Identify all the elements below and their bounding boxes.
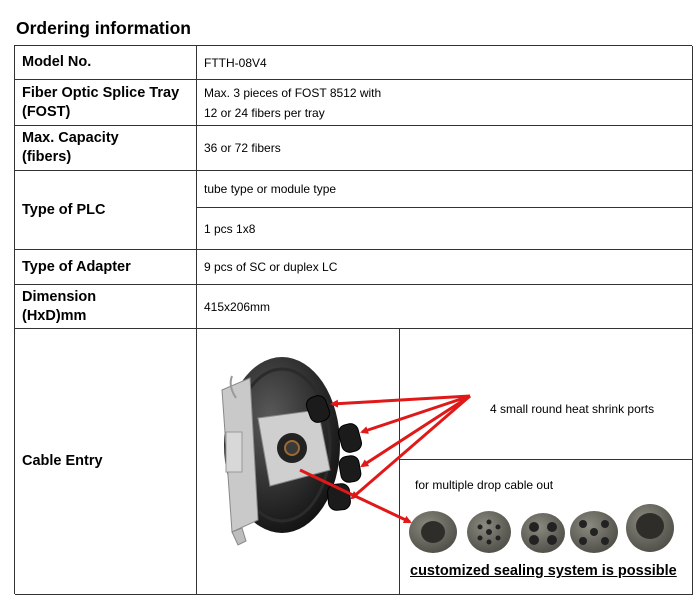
bracket-plate	[226, 432, 242, 472]
plc-label: Type of PLC	[22, 201, 106, 218]
adapter-label: Type of Adapter	[22, 258, 131, 275]
grommet-1	[409, 511, 457, 553]
splice-tray-value-line2: 12 or 24 fibers per tray	[204, 105, 325, 120]
drop-cable-note: for multiple drop cable out	[415, 478, 554, 492]
plc-value-1: tube type or module type	[204, 182, 337, 196]
main-port-core	[285, 441, 299, 455]
small-port-2	[337, 422, 364, 454]
capacity-value: 36 or 72 fibers	[204, 141, 281, 155]
model-label: Model No.	[22, 54, 92, 70]
grommet-row	[409, 504, 674, 553]
sealing-note: customized sealing system is possible	[410, 563, 677, 579]
grommet-3	[521, 513, 565, 553]
small-port-3	[338, 454, 362, 483]
closure-photo	[222, 357, 363, 545]
model-value: FTTH-08V4	[204, 55, 267, 70]
dimension-label-line1: Dimension	[22, 288, 97, 305]
page-title: Ordering information	[16, 18, 191, 38]
splice-tray-label-line1: Fiber Optic Splice Tray	[22, 84, 180, 101]
splice-tray-label-line2: (FOST)	[22, 103, 71, 120]
adapter-value: 9 pcs of SC or duplex LC	[204, 260, 338, 274]
grommet-5	[626, 504, 674, 552]
arrow-port-3	[362, 396, 470, 466]
ports-note: 4 small round heat shrink ports	[490, 402, 655, 416]
capacity-label-line1: Max. Capacity	[22, 130, 119, 146]
grommet-2	[467, 511, 511, 553]
capacity-label-line2: (fibers)	[22, 149, 72, 165]
grommet-4	[570, 511, 618, 553]
splice-tray-value-line1: Max. 3 pieces of FOST 8512 with	[204, 85, 382, 100]
arrow-port-4	[352, 396, 470, 498]
dimension-value: 415x206mm	[204, 299, 271, 314]
dimension-label-line2: (HxD)mm	[22, 307, 87, 324]
plc-value-2: 1 pcs 1x8	[204, 221, 256, 236]
cable-entry-label: Cable Entry	[22, 453, 103, 469]
